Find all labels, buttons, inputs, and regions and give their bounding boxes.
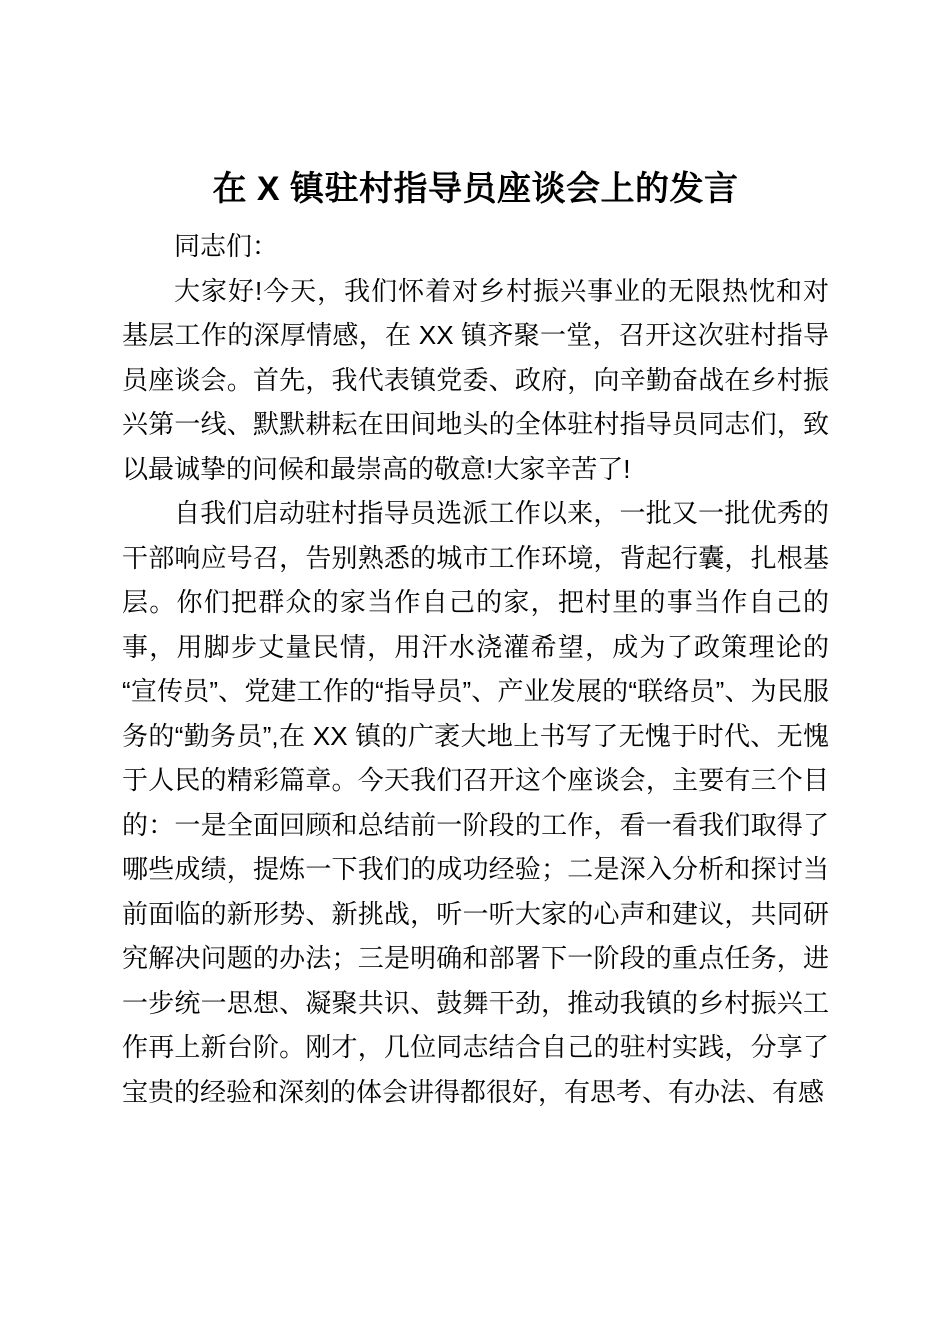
document-title: 在 X 镇驻村指导员座谈会上的发言: [212, 170, 739, 208]
salutation: 同志们：: [174, 231, 279, 261]
body-paragraph-2: 自我们启动驻村指导员选派工作以来，一批又一批优秀的干部响应号召，告别熟悉的城市工作环境，背起行囊，扎根基层。你们把群众的家当作自己的家，把村里的事当作自己的事，用脚步丈量民情，用汗水浇灌希望，成为了政策理论的“宣传员”、党建工作的“指导员”、产业发展的“联络员”、为民服务的“勤务员”,在 XX 镇的广袤大地上书写了无愧于时代、无愧于人民的精彩篇章。今天我们召开这个座谈会，主要有三个目的：一是全面回顾和总结前一阶段的工作，看一看我们取得了哪些成绩，提炼一下我们的成功经验；二是深入分析和探讨当前面临的新形势、新挑战，听一听大家的心声和建议，共同研究解决问题的办法；三是明确和部署下一阶段的重点任务，进一步统一思想、凝聚共识、鼓舞干劲，推动我镇的乡村振兴工作再上新台阶。刚才，几位同志结合自己的驻村实践，分享了宝贵的经验和深刻的体会讲得都很好，有思考、有办法、有感: [122, 498, 829, 1107]
body-paragraph-1: 大家好!今天，我们怀着对乡村振兴事业的无限热忱和对基层工作的深厚情感，在 XX 镇齐聚一堂，召开这次驻村指导员座谈会。首先，我代表镇党委、政府，向辛勤奋战在乡村振兴第一线、默默耕耘在田间地头的全体驻村指导员同志们，致以最诚挚的问候和最崇高的敬意!大家辛苦了!: [122, 275, 829, 484]
